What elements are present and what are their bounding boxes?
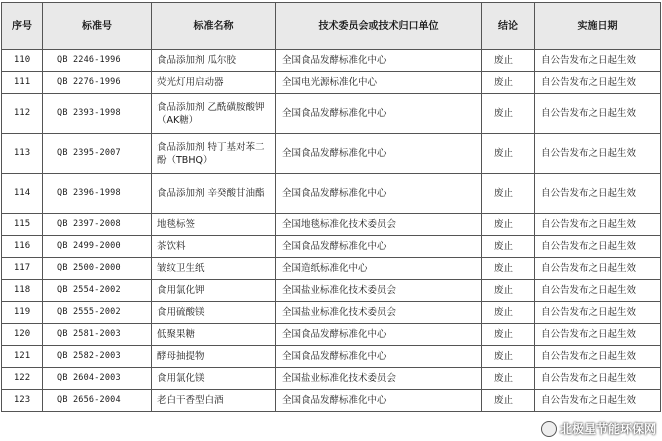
- row-effective-date: 自公告发布之日起生效: [535, 214, 661, 236]
- row-committee: 全国电光源标准化中心: [276, 72, 482, 94]
- row-conclusion: 废止: [482, 324, 535, 346]
- row-serial: 114: [2, 174, 43, 214]
- header-standard-number: 标准号: [43, 3, 152, 50]
- header-committee: 技术委员会或技术归口单位: [276, 3, 482, 50]
- row-conclusion: 废止: [482, 258, 535, 280]
- row-effective-date: 自公告发布之日起生效: [535, 94, 661, 134]
- row-effective-date: 自公告发布之日起生效: [535, 174, 661, 214]
- row-standard-name: 荧光灯用启动器: [152, 72, 276, 94]
- header-effective-date: 实施日期: [535, 3, 661, 50]
- row-standard-name: 老白干香型白酒: [152, 390, 276, 412]
- row-effective-date: 自公告发布之日起生效: [535, 236, 661, 258]
- row-standard-name: 食用氯化镁: [152, 368, 276, 390]
- table-row: [2, 236, 661, 258]
- row-conclusion: 废止: [482, 346, 535, 368]
- row-committee: 全国食品发酵标准化中心: [276, 324, 482, 346]
- row-standard-number: QB 2396-1998: [43, 174, 152, 214]
- row-standard-number: QB 2656-2004: [43, 390, 152, 412]
- row-serial: 120: [2, 324, 43, 346]
- row-committee: 全国盐业标准化技术委员会: [276, 280, 482, 302]
- header-serial: 序号: [2, 3, 43, 50]
- row-effective-date: 自公告发布之日起生效: [535, 280, 661, 302]
- row-conclusion: 废止: [482, 368, 535, 390]
- row-effective-date: 自公告发布之日起生效: [535, 258, 661, 280]
- row-serial: 112: [2, 94, 43, 134]
- row-serial: 118: [2, 280, 43, 302]
- table-row: [2, 214, 661, 236]
- row-standard-name: 低聚果糖: [152, 324, 276, 346]
- watermark-text: 北极星节能环保网: [559, 422, 656, 436]
- row-standard-number: QB 2393-1998: [43, 94, 152, 134]
- row-conclusion: 废止: [482, 302, 535, 324]
- row-effective-date: 自公告发布之日起生效: [535, 368, 661, 390]
- row-standard-number: QB 2554-2002: [43, 280, 152, 302]
- row-serial: 119: [2, 302, 43, 324]
- row-committee: 全国地毯标准化技术委员会: [276, 214, 482, 236]
- row-standard-name: 食品添加剂 特丁基对苯二酚（TBHQ）: [152, 134, 276, 174]
- row-serial: 110: [2, 50, 43, 72]
- row-committee: 全国食品发酵标准化中心: [276, 134, 482, 174]
- row-conclusion: 废止: [482, 236, 535, 258]
- table-row: [2, 134, 661, 174]
- row-standard-number: QB 2276-1996: [43, 72, 152, 94]
- table-row: [2, 280, 661, 302]
- row-serial: 113: [2, 134, 43, 174]
- row-effective-date: 自公告发布之日起生效: [535, 346, 661, 368]
- row-committee: 全国造纸标准化中心: [276, 258, 482, 280]
- table-row: [2, 346, 661, 368]
- row-standard-name: 食品添加剂 辛癸酸甘油酯: [152, 174, 276, 214]
- row-committee: 全国食品发酵标准化中心: [276, 50, 482, 72]
- row-standard-name: 食品添加剂 瓜尔胶: [152, 50, 276, 72]
- table-row: [2, 368, 661, 390]
- header-row: [2, 3, 661, 50]
- row-conclusion: 废止: [482, 72, 535, 94]
- row-standard-number: QB 2246-1996: [43, 50, 152, 72]
- row-serial: 116: [2, 236, 43, 258]
- row-committee: 全国食品发酵标准化中心: [276, 94, 482, 134]
- row-conclusion: 废止: [482, 390, 535, 412]
- row-standard-number: QB 2500-2000: [43, 258, 152, 280]
- row-conclusion: 废止: [482, 50, 535, 72]
- row-standard-name: 酵母抽提物: [152, 346, 276, 368]
- row-standard-number: QB 2604-2003: [43, 368, 152, 390]
- table-row: [2, 50, 661, 72]
- row-standard-number: QB 2499-2000: [43, 236, 152, 258]
- table-row: [2, 258, 661, 280]
- row-effective-date: 自公告发布之日起生效: [535, 302, 661, 324]
- header-conclusion: 结论: [482, 3, 535, 50]
- row-committee: 全国食品发酵标准化中心: [276, 390, 482, 412]
- row-serial: 117: [2, 258, 43, 280]
- row-effective-date: 自公告发布之日起生效: [535, 134, 661, 174]
- row-standard-number: QB 2555-2002: [43, 302, 152, 324]
- row-committee: 全国盐业标准化技术委员会: [276, 368, 482, 390]
- row-conclusion: 废止: [482, 134, 535, 174]
- row-serial: 121: [2, 346, 43, 368]
- row-standard-name: 皱纹卫生纸: [152, 258, 276, 280]
- table-row: [2, 94, 661, 134]
- row-committee: 全国食品发酵标准化中心: [276, 236, 482, 258]
- row-standard-number: QB 2395-2007: [43, 134, 152, 174]
- row-effective-date: 自公告发布之日起生效: [535, 390, 661, 412]
- header-standard-name: 标准名称: [152, 3, 276, 50]
- watermark: [541, 420, 656, 437]
- row-conclusion: 废止: [482, 280, 535, 302]
- row-effective-date: 自公告发布之日起生效: [535, 50, 661, 72]
- table-row: [2, 302, 661, 324]
- row-effective-date: 自公告发布之日起生效: [535, 324, 661, 346]
- row-standard-number: QB 2581-2003: [43, 324, 152, 346]
- row-standard-name: 食用氯化钾: [152, 280, 276, 302]
- row-standard-number: QB 2582-2003: [43, 346, 152, 368]
- table-row: [2, 72, 661, 94]
- row-conclusion: 废止: [482, 94, 535, 134]
- wechat-logo-icon: [541, 421, 557, 437]
- table-row: [2, 174, 661, 214]
- row-serial: 122: [2, 368, 43, 390]
- row-committee: 全国盐业标准化技术委员会: [276, 302, 482, 324]
- row-standard-number: QB 2397-2008: [43, 214, 152, 236]
- row-conclusion: 废止: [482, 214, 535, 236]
- standards-table: [1, 2, 661, 412]
- row-serial: 123: [2, 390, 43, 412]
- table-row: [2, 390, 661, 412]
- row-standard-name: 食品添加剂 乙酰磺胺酸钾（AK糖）: [152, 94, 276, 134]
- row-standard-name: 地毯标签: [152, 214, 276, 236]
- row-standard-name: 茶饮料: [152, 236, 276, 258]
- row-standard-name: 食用硫酸镁: [152, 302, 276, 324]
- row-conclusion: 废止: [482, 174, 535, 214]
- row-serial: 115: [2, 214, 43, 236]
- row-serial: 111: [2, 72, 43, 94]
- row-committee: 全国食品发酵标准化中心: [276, 346, 482, 368]
- row-committee: 全国食品发酵标准化中心: [276, 174, 482, 214]
- table-body: [2, 50, 661, 412]
- table-row: [2, 324, 661, 346]
- row-effective-date: 自公告发布之日起生效: [535, 72, 661, 94]
